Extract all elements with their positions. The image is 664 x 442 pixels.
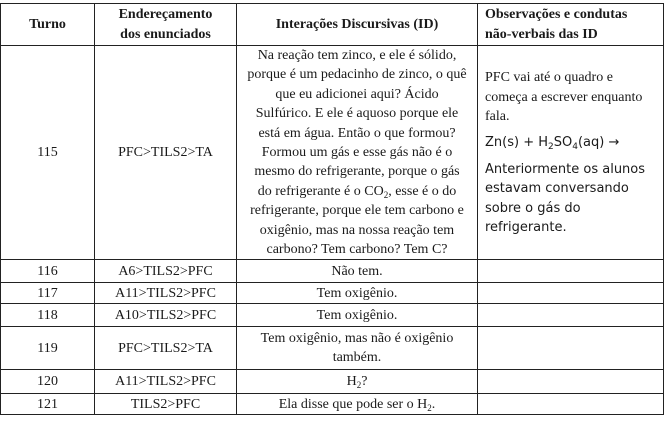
turno-cell: 121 [1, 394, 95, 415]
header-interacoes: Interações Discursivas (ID) [237, 4, 478, 46]
observacao-cell [478, 283, 664, 304]
observacao-cell [478, 370, 664, 394]
table-row [1, 370, 664, 394]
interacao-cell: Tem oxigênio, mas não é oxigênio também. [237, 327, 478, 370]
interacao-cell: Tem oxigênio. [237, 304, 478, 327]
enderecamento-cell: A11>TILS2>PFC [95, 283, 237, 304]
table-row [1, 304, 664, 327]
interacao-cell: $H_2$? [237, 370, 478, 394]
header-row [1, 4, 664, 46]
turno-cell: 116 [1, 260, 95, 283]
header-enderecamento-line1: Endereçamento [118, 7, 213, 23]
turno-cell: 117 [1, 283, 95, 304]
turno-cell: 119 [1, 327, 95, 370]
h2-subscript: 2 [427, 402, 432, 413]
table-row [1, 394, 664, 415]
enderecamento-cell: PFC>TILS2>TA [95, 46, 237, 260]
table-row [1, 283, 664, 304]
interacao-cell: Ela disse que pode ser o $H_2$. [237, 394, 478, 415]
observacao-cell [478, 260, 664, 283]
enderecamento-cell: PFC>TILS2>TA [95, 327, 237, 370]
observacao-cell [478, 327, 664, 370]
dialogue-table [0, 3, 664, 415]
observacao-line1: PFC vai até o quadro e começa a escrever enquanto fala. [485, 70, 643, 124]
interacao-cell: Tem oxigênio. [237, 283, 478, 304]
observacao-line2: Anteriormente os alunos estavam conversando sobre o gás do refrigerante. [485, 161, 646, 235]
enderecamento-cell: A11>TILS2>PFC [95, 370, 237, 394]
header-enderecamento [95, 4, 237, 46]
observacao-cell [478, 394, 664, 415]
table-row [1, 327, 664, 370]
table-row [1, 46, 664, 260]
header-observacoes-line2: não-verbais das ID [485, 26, 598, 42]
header-observacoes [478, 4, 664, 46]
header-enderecamento-line2: dos enunciados [120, 26, 211, 42]
turno-cell: 120 [1, 370, 95, 394]
observacao-cell [478, 304, 664, 327]
header-observacoes-line1: Observações e condutas [485, 7, 628, 23]
chemical-formula: $Zn(s) + H_2SO_4(aq)$ → [485, 135, 620, 153]
turno-cell: 118 [1, 304, 95, 327]
interacao-text-part1: Na reação tem zinco, e ele é sólido, porque é um pedacinho de zinco, o quê que eu adicionei aqui? Ácido Sulfúrico. E ele é aquoso porque ele está em água. Então o que formou? Formou um gás e esse gás não é o mesmo do refrigerante, porque o gás do refrigerante é o CO [247, 48, 467, 199]
enderecamento-cell: A6>TILS2>PFC [95, 260, 237, 283]
turno-cell: 115 [1, 46, 95, 260]
enderecamento-cell: A10>TILS2>PFC [95, 304, 237, 327]
header-turno: Turno [1, 4, 95, 46]
observacao-cell [478, 46, 664, 260]
h2-subscript: 2 [356, 380, 362, 391]
interacao-text-part2: , esse é o do refrigerante, porque ele tem carbono e oxigênio, mas na nossa reação tem carbono? Tem carbono? Tem C? [250, 183, 464, 258]
interacao-cell: Não tem. [237, 260, 478, 283]
co2-subscript: 2 [383, 189, 389, 200]
enderecamento-cell: TILS2>PFC [95, 394, 237, 415]
interacao-cell [237, 46, 478, 260]
table-row [1, 260, 664, 283]
